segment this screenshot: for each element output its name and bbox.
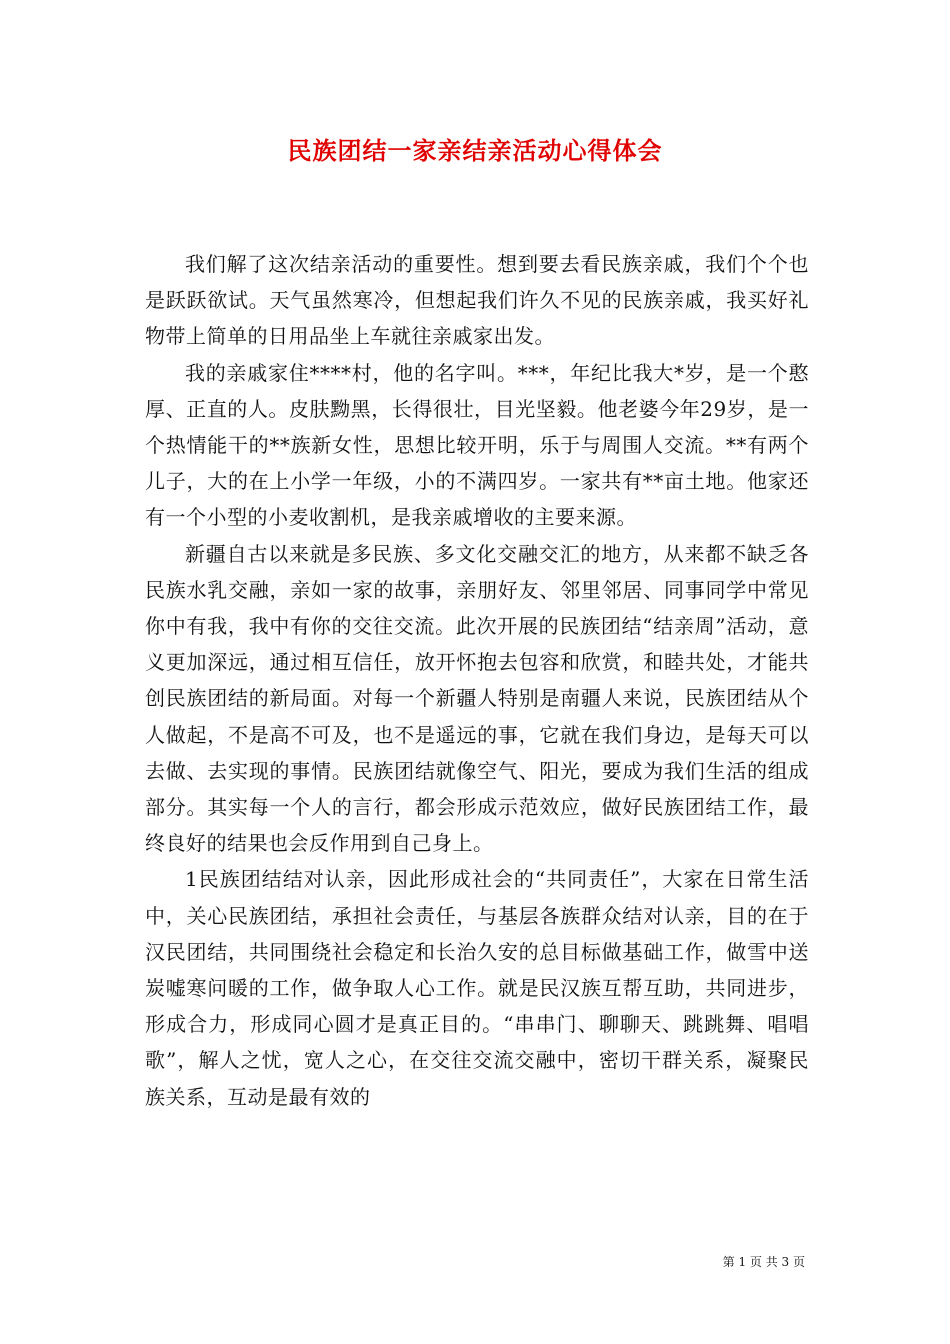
paragraph-2: 我的亲戚家住****村，他的名字叫。***，年纪比我大*岁，是一个憨厚、正直的人。皮肤黝黑，长得很壮，目光坚毅。他老婆今年29岁，是一个热情能干的**族新女性，思想比较开明，乐于与周围人交流。**有两个儿子，大的在上小学一年级，小的不满四岁。一家共有**亩土地。他家还有一个小型的小麦收割机，是我亲戚增收的主要来源。 <box>145 360 809 530</box>
page-number-footer: 第 1 页 共 3 页 <box>722 1255 805 1269</box>
paragraph-4: 1民族团结结对认亲，因此形成社会的“共同责任”，大家在日常生活中，关心民族团结，承担社会责任，与基层各族群众结对认亲，目的在于汉民团结，共同围绕社会稳定和长治久安的总目标做基础工作，做雪中送炭嘘寒问暖的工作，做争取人心工作。就是民汉族互帮互助，共同进步，形成合力，形成同心圆才是真正目的。“串串门、聊聊天、跳跳舞、唱唱歌”，解人之忧，宽人之心，在交往交流交融中，密切干群关系，凝聚民族关系，互动是最有效的 <box>145 867 809 1109</box>
document-body <box>145 246 809 1115</box>
paragraph-3: 新疆自古以来就是多民族、多文化交融交汇的地方，从来都不缺乏各民族水乳交融，亲如一家的故事，亲朋好友、邻里邻居、同事同学中常见你中有我，我中有你的交往交流。此次开展的民族团结“结亲周”活动，意义更加深远，通过相互信任，放开怀抱去包容和欣赏，和睦共处，才能共创民族团结的新局面。对每一个新疆人特别是南疆人来说，民族团结从个人做起，不是高不可及，也不是遥远的事，它就在我们身边，是每天可以去做、去实现的事情。民族团结就像空气、阳光，要成为我们生活的组成部分。其实每一个人的言行，都会形成示范效应，做好民族团结工作，最终良好的结果也会反作用到自己身上。 <box>145 541 809 856</box>
document-title: 民族团结一家亲结亲活动心得体会 <box>287 136 663 165</box>
paragraph-1: 我们解了这次结亲活动的重要性。想到要去看民族亲戚，我们个个也是跃跃欲试。天气虽然寒冷，但想起我们许久不见的民族亲戚，我买好礼物带上简单的日用品坐上车就往亲戚家出发。 <box>145 252 809 349</box>
